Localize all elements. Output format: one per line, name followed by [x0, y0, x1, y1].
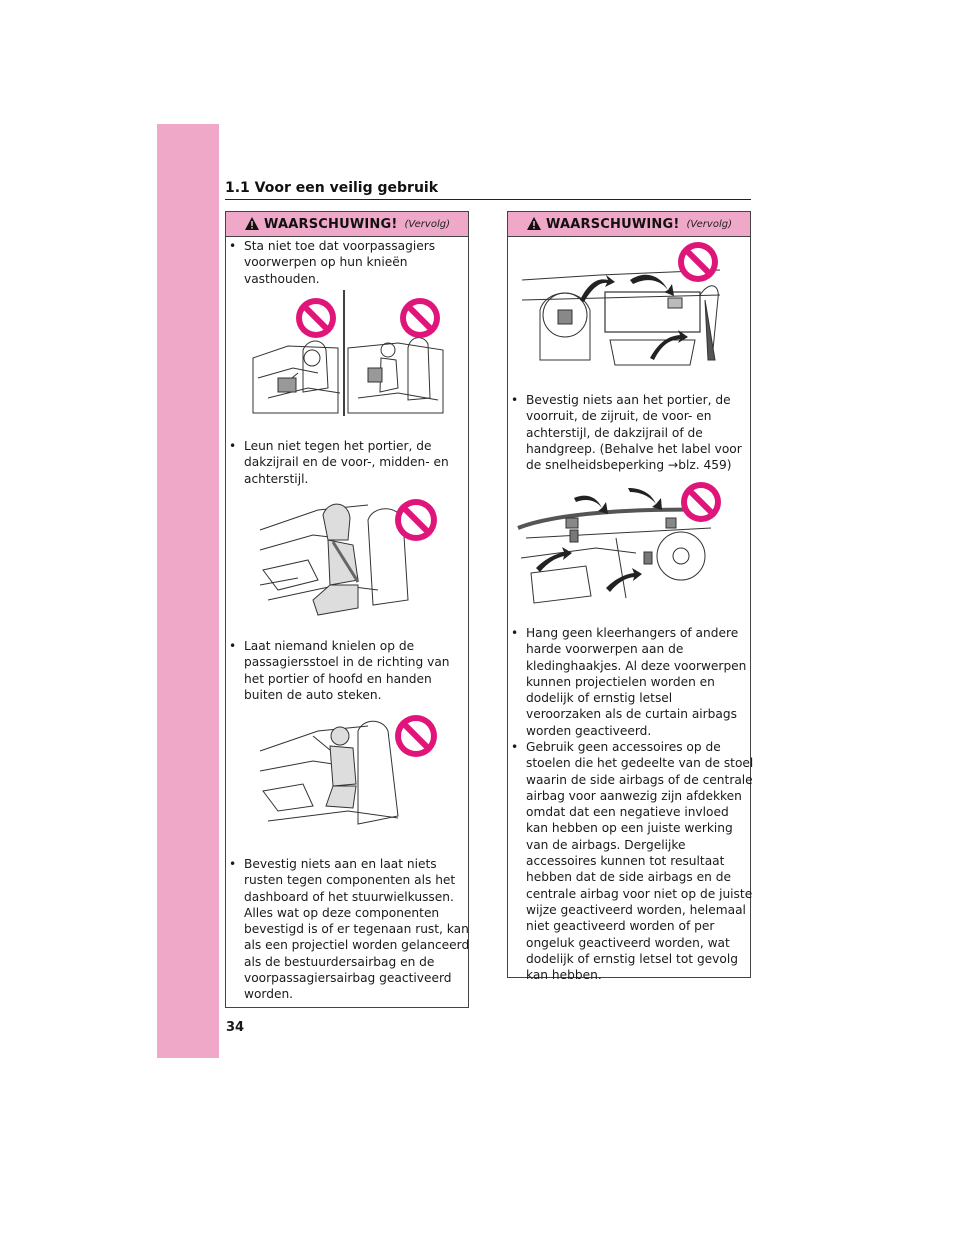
page-number: 34 — [226, 1020, 245, 1035]
illustration-leaning-against-door — [258, 490, 448, 620]
bullet-item: • Bevestig niets aan en laat niets rusten tegen componenten als het dashboard of het stuurwielkussen. Alles wat op deze componenten bevestigd is of er tegenaan rust, kan als een projectiel worden gelanceerd als de bestuurdersairbag en de voorpassagiersairbag geactiveerd worden. — [229, 856, 465, 1003]
warning-header — [508, 212, 750, 237]
illustration-dashboard-objects — [520, 240, 730, 370]
chapter-tab-strip — [157, 124, 219, 1058]
warning-title: WAARSCHUWING! — [546, 216, 680, 232]
bullet-item: • Hang geen kleerhangers of andere harde voorwerpen aan de kledinghaakjes. Al deze voorwerpen kunnen projectielen worden en dodelijk of ernstig letsel veroorzaken als de curtain airbags worden geactiveerd. — [511, 625, 747, 739]
warning-continued: (Vervolg) — [686, 218, 732, 230]
warning-title: WAARSCHUWING! — [264, 216, 398, 232]
illustration-passenger-holding-objects — [248, 288, 448, 420]
warning-continued: (Vervolg) — [404, 218, 450, 230]
bullet-item: • Laat niemand knielen op de passagiersstoel in de richting van het portier of hoofd en handen buiten de auto steken. — [229, 638, 465, 703]
warning-header — [226, 212, 468, 237]
bullet-item: • Bevestig niets aan het portier, de voorruit, de zijruit, de voor- en achterstijl, de dakzijrail of de handgreep. (Behalve het label voor de snelheidsbeperking →blz. 459) — [511, 392, 747, 473]
illustration-kneeling-on-seat — [258, 706, 448, 836]
bullet-item: • Sta niet toe dat voorpassagiers voorwerpen op hun knieën vasthouden. — [229, 238, 465, 287]
illustration-pillars-handles — [516, 478, 726, 608]
section-header: 1.1 Voor een veilig gebruik — [225, 180, 439, 196]
header-rule — [225, 199, 751, 200]
bullet-item: • Leun niet tegen het portier, de dakzijrail en de voor-, midden- en achterstijl. — [229, 438, 465, 487]
warning-triangle-icon — [526, 216, 542, 232]
warning-triangle-icon — [244, 216, 260, 232]
bullet-item: • Gebruik geen accessoires op de stoelen die het gedeelte van de stoel waarin de side airbags of de centrale airbag voor aanwezig zijn afdekken omdat dat een negatieve invloed kan hebben op een juiste werking van de airbags. Dergelijke accessoires kunnen tot resultaat hebben dat de side airbags en de centrale airbag voor niet op de juiste wijze geactiveerd worden, helemaal niet geactiveerd worden of per ongeluk geactiveerd worden, wat dodelijk of ernstig letsel tot gevolg kan hebben. — [511, 739, 747, 983]
